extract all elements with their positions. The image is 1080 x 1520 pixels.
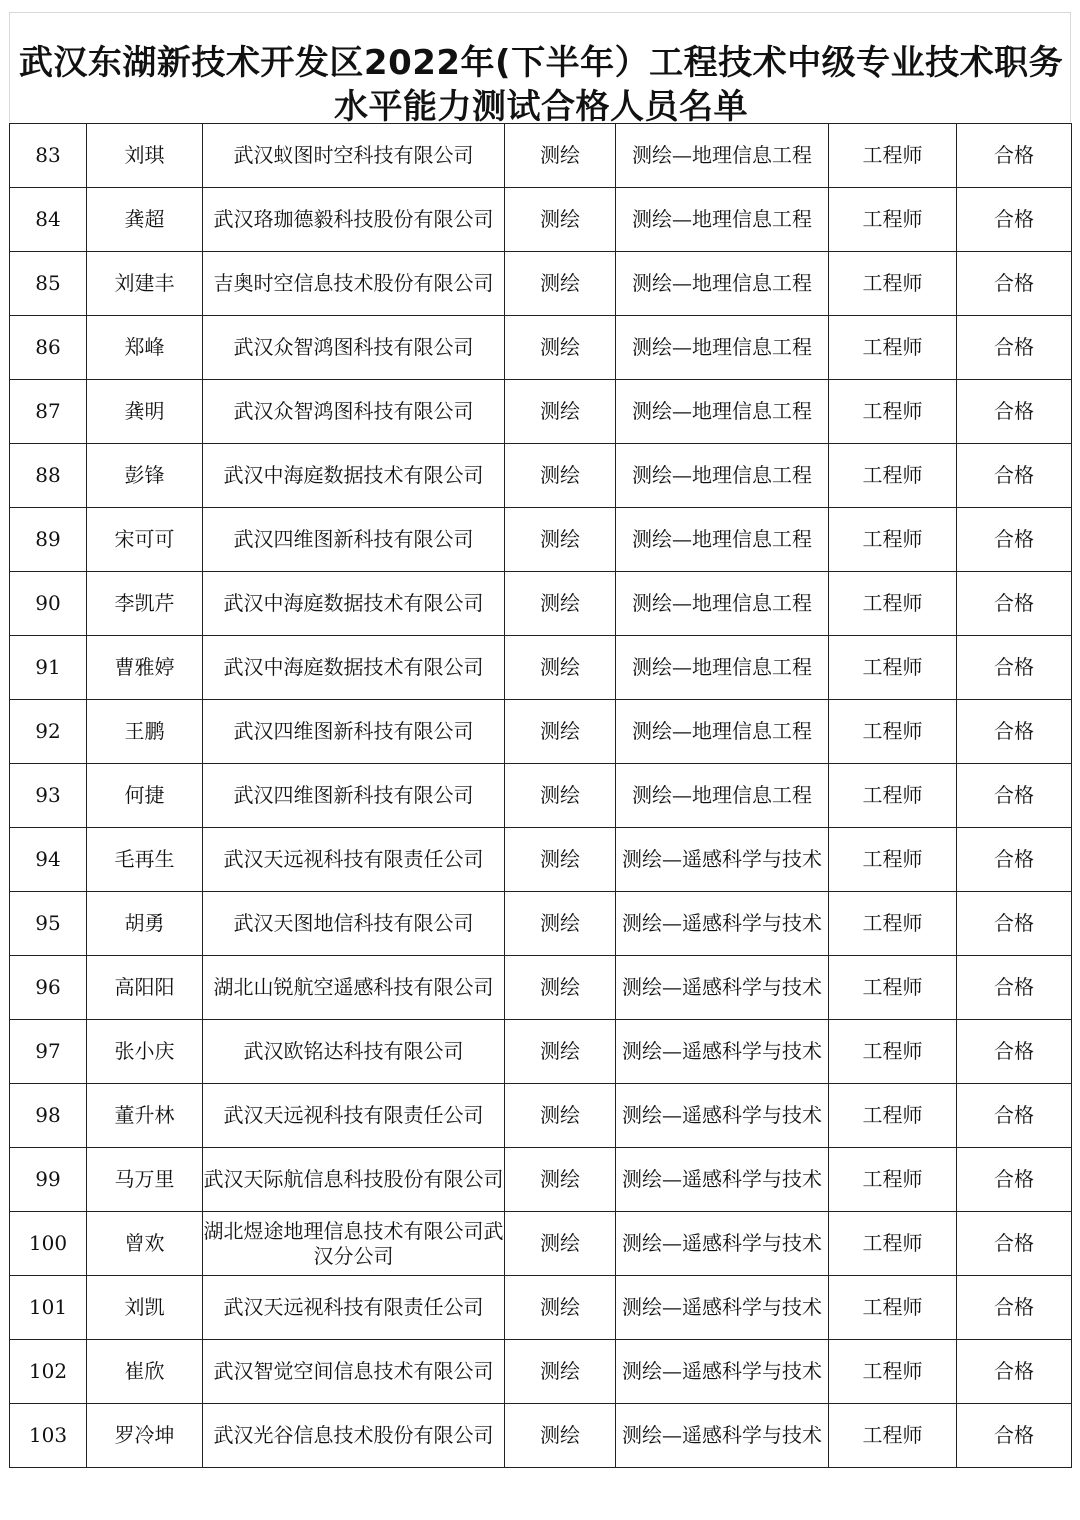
table-row [10, 508, 1072, 572]
field-cell: 测绘 [505, 956, 616, 1020]
job-title-cell: 工程师 [829, 892, 957, 956]
table-row [10, 124, 1072, 188]
job-title-cell: 工程师 [829, 636, 957, 700]
result-cell: 合格 [957, 508, 1072, 572]
specialty-cell: 测绘—遥感科学与技术 [616, 1084, 829, 1148]
job-title-cell: 工程师 [829, 1404, 957, 1468]
company-cell: 武汉众智鸿图科技有限公司 [203, 316, 505, 380]
job-title-cell: 工程师 [829, 1212, 957, 1276]
table-row [10, 1084, 1072, 1148]
specialty-cell: 测绘—地理信息工程 [616, 636, 829, 700]
table-row [10, 764, 1072, 828]
result-cell: 合格 [957, 956, 1072, 1020]
field-cell: 测绘 [505, 316, 616, 380]
company-cell: 武汉四维图新科技有限公司 [203, 700, 505, 764]
person-name-cell: 曹雅婷 [87, 636, 203, 700]
result-cell: 合格 [957, 188, 1072, 252]
result-cell: 合格 [957, 572, 1072, 636]
job-title-cell: 工程师 [829, 252, 957, 316]
row-number-cell: 93 [10, 764, 87, 828]
table-row [10, 1340, 1072, 1404]
result-cell: 合格 [957, 828, 1072, 892]
table-row [10, 700, 1072, 764]
job-title-cell: 工程师 [829, 316, 957, 380]
company-cell: 武汉中海庭数据技术有限公司 [203, 444, 505, 508]
company-cell: 吉奥时空信息技术股份有限公司 [203, 252, 505, 316]
row-number-cell: 103 [10, 1404, 87, 1468]
table-row [10, 1020, 1072, 1084]
result-cell: 合格 [957, 1340, 1072, 1404]
page-title-line-1: 武汉东湖新技术开发区2022年(下半年）工程技术中级专业技术职务 [18, 43, 1064, 83]
person-name-cell: 毛再生 [87, 828, 203, 892]
specialty-cell: 测绘—地理信息工程 [616, 700, 829, 764]
table-row [10, 828, 1072, 892]
result-cell: 合格 [957, 380, 1072, 444]
field-cell: 测绘 [505, 1212, 616, 1276]
field-cell: 测绘 [505, 1340, 616, 1404]
person-name-cell: 宋可可 [87, 508, 203, 572]
result-cell: 合格 [957, 252, 1072, 316]
row-number-cell: 95 [10, 892, 87, 956]
table-row [10, 1148, 1072, 1212]
company-cell: 武汉众智鸿图科技有限公司 [203, 380, 505, 444]
specialty-cell: 测绘—地理信息工程 [616, 124, 829, 188]
field-cell: 测绘 [505, 764, 616, 828]
field-cell: 测绘 [505, 1404, 616, 1468]
row-number-cell: 83 [10, 124, 87, 188]
job-title-cell: 工程师 [829, 1084, 957, 1148]
person-name-cell: 董升林 [87, 1084, 203, 1148]
result-cell: 合格 [957, 1276, 1072, 1340]
field-cell: 测绘 [505, 700, 616, 764]
person-name-cell: 龚明 [87, 380, 203, 444]
person-name-cell: 郑峰 [87, 316, 203, 380]
specialty-cell: 测绘—遥感科学与技术 [616, 1148, 829, 1212]
specialty-cell: 测绘—遥感科学与技术 [616, 1020, 829, 1084]
field-cell: 测绘 [505, 1020, 616, 1084]
specialty-cell: 测绘—遥感科学与技术 [616, 956, 829, 1020]
specialty-cell: 测绘—遥感科学与技术 [616, 1404, 829, 1468]
field-cell: 测绘 [505, 124, 616, 188]
row-number-cell: 91 [10, 636, 87, 700]
job-title-cell: 工程师 [829, 700, 957, 764]
job-title-cell: 工程师 [829, 444, 957, 508]
table-row [10, 444, 1072, 508]
result-cell: 合格 [957, 1148, 1072, 1212]
row-number-cell: 84 [10, 188, 87, 252]
table-row [10, 380, 1072, 444]
row-number-cell: 85 [10, 252, 87, 316]
row-number-cell: 98 [10, 1084, 87, 1148]
job-title-cell: 工程师 [829, 764, 957, 828]
page-title-line-2: 水平能力测试合格人员名单 [334, 87, 748, 127]
row-number-cell: 101 [10, 1276, 87, 1340]
table-row [10, 956, 1072, 1020]
row-number-cell: 99 [10, 1148, 87, 1212]
person-name-cell: 高阳阳 [87, 956, 203, 1020]
table-row [10, 892, 1072, 956]
person-name-cell: 彭锋 [87, 444, 203, 508]
table-row [10, 572, 1072, 636]
job-title-cell: 工程师 [829, 1148, 957, 1212]
field-cell: 测绘 [505, 1276, 616, 1340]
person-name-cell: 崔欣 [87, 1340, 203, 1404]
table-row [10, 1212, 1072, 1276]
table-row [10, 316, 1072, 380]
row-number-cell: 100 [10, 1212, 87, 1276]
specialty-cell: 测绘—遥感科学与技术 [616, 828, 829, 892]
row-number-cell: 96 [10, 956, 87, 1020]
table-body [10, 124, 1072, 1468]
company-cell: 湖北煜途地理信息技术有限公司武汉分公司 [203, 1212, 505, 1276]
specialty-cell: 测绘—地理信息工程 [616, 508, 829, 572]
field-cell: 测绘 [505, 380, 616, 444]
row-number-cell: 87 [10, 380, 87, 444]
person-name-cell: 刘琪 [87, 124, 203, 188]
company-cell: 武汉四维图新科技有限公司 [203, 764, 505, 828]
job-title-cell: 工程师 [829, 188, 957, 252]
row-number-cell: 88 [10, 444, 87, 508]
person-name-cell: 王鹏 [87, 700, 203, 764]
job-title-cell: 工程师 [829, 1020, 957, 1084]
specialty-cell: 测绘—地理信息工程 [616, 252, 829, 316]
job-title-cell: 工程师 [829, 572, 957, 636]
field-cell: 测绘 [505, 572, 616, 636]
table-row [10, 1276, 1072, 1340]
specialty-cell: 测绘—地理信息工程 [616, 316, 829, 380]
result-cell: 合格 [957, 892, 1072, 956]
row-number-cell: 102 [10, 1340, 87, 1404]
table-row [10, 188, 1072, 252]
company-cell: 武汉欧铭达科技有限公司 [203, 1020, 505, 1084]
company-cell: 武汉天际航信息科技股份有限公司 [203, 1148, 505, 1212]
person-name-cell: 刘建丰 [87, 252, 203, 316]
job-title-cell: 工程师 [829, 380, 957, 444]
company-cell: 武汉天远视科技有限责任公司 [203, 828, 505, 892]
specialty-cell: 测绘—遥感科学与技术 [616, 1340, 829, 1404]
company-cell: 武汉天远视科技有限责任公司 [203, 1276, 505, 1340]
field-cell: 测绘 [505, 444, 616, 508]
title-header [9, 12, 1071, 127]
specialty-cell: 测绘—遥感科学与技术 [616, 892, 829, 956]
result-cell: 合格 [957, 1020, 1072, 1084]
company-cell: 武汉中海庭数据技术有限公司 [203, 636, 505, 700]
person-name-cell: 李凯芹 [87, 572, 203, 636]
job-title-cell: 工程师 [829, 124, 957, 188]
person-name-cell: 龚超 [87, 188, 203, 252]
field-cell: 测绘 [505, 1148, 616, 1212]
specialty-cell: 测绘—地理信息工程 [616, 188, 829, 252]
company-cell: 武汉天图地信科技有限公司 [203, 892, 505, 956]
specialty-cell: 测绘—地理信息工程 [616, 380, 829, 444]
person-name-cell: 何捷 [87, 764, 203, 828]
result-cell: 合格 [957, 1404, 1072, 1468]
field-cell: 测绘 [505, 188, 616, 252]
result-cell: 合格 [957, 316, 1072, 380]
field-cell: 测绘 [505, 892, 616, 956]
person-name-cell: 胡勇 [87, 892, 203, 956]
company-cell: 武汉光谷信息技术股份有限公司 [203, 1404, 505, 1468]
row-number-cell: 94 [10, 828, 87, 892]
result-cell: 合格 [957, 1084, 1072, 1148]
result-cell: 合格 [957, 124, 1072, 188]
row-number-cell: 89 [10, 508, 87, 572]
result-cell: 合格 [957, 700, 1072, 764]
person-name-cell: 马万里 [87, 1148, 203, 1212]
field-cell: 测绘 [505, 828, 616, 892]
specialty-cell: 测绘—地理信息工程 [616, 764, 829, 828]
job-title-cell: 工程师 [829, 828, 957, 892]
result-cell: 合格 [957, 764, 1072, 828]
person-name-cell: 张小庆 [87, 1020, 203, 1084]
table-row [10, 636, 1072, 700]
company-cell: 湖北山锐航空遥感科技有限公司 [203, 956, 505, 1020]
person-name-cell: 曾欢 [87, 1212, 203, 1276]
qualified-personnel-table [9, 123, 1072, 1468]
row-number-cell: 86 [10, 316, 87, 380]
company-cell: 武汉智觉空间信息技术有限公司 [203, 1340, 505, 1404]
result-cell: 合格 [957, 444, 1072, 508]
row-number-cell: 97 [10, 1020, 87, 1084]
company-cell: 武汉天远视科技有限责任公司 [203, 1084, 505, 1148]
field-cell: 测绘 [505, 636, 616, 700]
person-name-cell: 罗冷坤 [87, 1404, 203, 1468]
job-title-cell: 工程师 [829, 1276, 957, 1340]
company-cell: 武汉蚁图时空科技有限公司 [203, 124, 505, 188]
specialty-cell: 测绘—地理信息工程 [616, 572, 829, 636]
field-cell: 测绘 [505, 1084, 616, 1148]
specialty-cell: 测绘—遥感科学与技术 [616, 1276, 829, 1340]
table-row [10, 252, 1072, 316]
job-title-cell: 工程师 [829, 1340, 957, 1404]
job-title-cell: 工程师 [829, 508, 957, 572]
field-cell: 测绘 [505, 252, 616, 316]
table-row [10, 1404, 1072, 1468]
company-cell: 武汉中海庭数据技术有限公司 [203, 572, 505, 636]
result-cell: 合格 [957, 636, 1072, 700]
row-number-cell: 92 [10, 700, 87, 764]
specialty-cell: 测绘—遥感科学与技术 [616, 1212, 829, 1276]
result-cell: 合格 [957, 1212, 1072, 1276]
person-name-cell: 刘凯 [87, 1276, 203, 1340]
company-cell: 武汉四维图新科技有限公司 [203, 508, 505, 572]
field-cell: 测绘 [505, 508, 616, 572]
job-title-cell: 工程师 [829, 956, 957, 1020]
company-cell: 武汉珞珈德毅科技股份有限公司 [203, 188, 505, 252]
specialty-cell: 测绘—地理信息工程 [616, 444, 829, 508]
row-number-cell: 90 [10, 572, 87, 636]
